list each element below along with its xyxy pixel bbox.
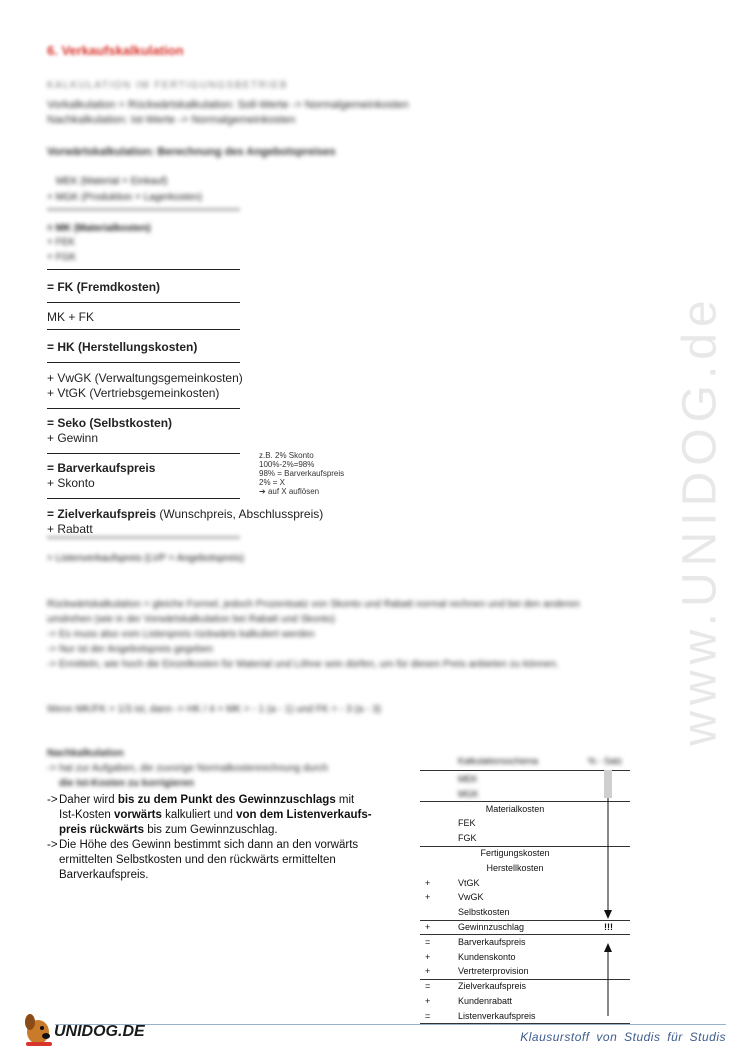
calc-mgk: + MGK (Produktion + Lagerkosten) — [47, 192, 203, 203]
rule — [47, 453, 240, 454]
row-sign: + — [425, 966, 431, 977]
list-item: -> Die Höhe des Gewinn bestimmt sich dann an den vorwärts ermittelten Selbstkosten und den rückwärts ermittelten Barverkaufspreis. — [47, 839, 359, 881]
zielverkaufspreis-note: (Wunschpreis, Abschlusspreis) — [156, 507, 324, 521]
calc-vtgk: + VtGK (Vertriebsgemeinkosten) — [47, 386, 220, 400]
skonto-note — [259, 451, 344, 496]
calc-listenverkaufspreis: = Listenverkaufspreis (LVP = Angebotspreis) — [47, 553, 244, 564]
calc-mk-fk: MK + FK — [47, 310, 95, 324]
calc-hk: = HK (Herstellungskosten) — [47, 340, 198, 354]
watermark — [660, 294, 740, 746]
nachkalkulation-line: Nachkalkulation: Ist-Werte -> Normalgemeinkosten — [47, 114, 296, 126]
nachkalk-line: die Ist-Kosten zu korrigieren — [59, 778, 195, 789]
page-title: 6. Verkaufskalkulation — [47, 43, 184, 58]
note-line: 2% = X — [259, 478, 286, 487]
calc-gewinn: + Gewinn — [47, 431, 99, 445]
nachkalk-list — [47, 793, 392, 883]
note-line: z.B. 2% Skonto — [259, 451, 314, 460]
row-label: VwGK — [458, 892, 484, 903]
calc-fgk: + FGK — [47, 252, 77, 263]
row-label: Materialkosten — [485, 803, 545, 814]
calc-mk: = MK (Materialkosten) — [47, 223, 151, 234]
calc-barverkaufspreis: = Barverkaufspreis — [47, 461, 156, 475]
calc-fk: = FK (Fremdkosten) — [47, 280, 161, 294]
row-label: Barverkaufspreis — [458, 936, 526, 947]
table-header: Kalkulationsschema % - Satz — [458, 756, 623, 766]
dog-icon — [22, 1010, 56, 1048]
rule — [47, 362, 240, 363]
row-label: FGK — [458, 833, 477, 844]
note-line: 98% = Barverkaufspreis — [259, 469, 345, 478]
calc-zielverkaufspreis — [47, 507, 323, 522]
row-label: FEK — [458, 818, 476, 829]
row-label: MGK — [458, 788, 479, 799]
row-label: Zielverkaufspreis — [458, 981, 527, 992]
calc-seko: = Seko (Selbstkosten) — [47, 416, 173, 430]
row-label: Listenverkaufspreis — [458, 1010, 536, 1021]
rule — [47, 408, 240, 409]
row-sign: = — [425, 936, 431, 947]
row-label: Vertreterprovision — [458, 966, 529, 977]
rueckwaerts-line: -> Es muss also vom Listenpreis rückwärts kalkuliert werden — [47, 629, 315, 640]
vorwaerts-heading: Vorwärtskalkulation: Berechnung des Angebotspreises — [47, 146, 336, 158]
row-sign: + — [425, 892, 431, 903]
calc-mek: MEK (Material + Einkauf) — [56, 176, 168, 187]
rueckwaerts-line: -> Ermitteln, wie hoch die Einzelkosten für Material und Löhne sein dürfen, um für diesen Preis anbieten zu können. — [47, 659, 559, 670]
note-line-arrow: ➔ auf X auflösen — [259, 487, 320, 496]
rueckwaerts-line: -> Nur ist der Angebotspreis gegeben — [47, 644, 213, 655]
row-sign: = — [425, 1010, 431, 1021]
rule — [47, 537, 240, 538]
rule — [47, 302, 240, 303]
row-label: Herstellkosten — [486, 862, 544, 873]
nachkalk-heading: Nachkalkulation — [47, 748, 124, 759]
calc-vwgk: + VwGK (Verwaltungsgemeinkosten) — [47, 371, 243, 385]
watermark-text: www.UNIDOG.de — [673, 294, 727, 746]
rueckwaerts-line: Rückwärtskalkulation = gleiche Formel, jedoch Prozentsatz von Skonto und Rabatt normal rechnen und bei den anderen — [47, 599, 580, 610]
rule — [47, 209, 240, 210]
rule — [47, 269, 240, 270]
footer-divider — [55, 1024, 726, 1025]
section-subtitle: KALKULATION IM FERTIGUNGSBETRIEB — [47, 80, 288, 91]
arrow-text: -> — [47, 839, 58, 851]
row-label: MEK — [458, 774, 478, 784]
row-label: Kundenskonto — [458, 951, 516, 962]
vorkalkulation-line: Vorkalkulation = Rückwärtskalkulation: Soll-Werte -> Normalgemeinkosten — [47, 99, 409, 111]
row-label: Selbstkosten — [458, 907, 510, 918]
calc-fek: + FEK — [47, 237, 76, 248]
rueckwaerts-formula: Wenn MK/FK = 1/3 ist, dann -> HK / 4 = MK = - 1 (a - 1) und FK = - 3 (a - 3) — [47, 704, 382, 715]
calc-rabatt: + Rabatt — [47, 522, 93, 533]
row-label: VtGK — [458, 877, 480, 888]
row-label: Gewinnzuschlag — [458, 922, 525, 932]
arrow-right-icon: ➔ — [259, 487, 268, 496]
footer-tagline: Klausurstoff von Studis für Studis — [520, 1030, 726, 1044]
note-line: 100%-2%=98% — [259, 460, 315, 469]
unidog-logo — [22, 1010, 152, 1050]
rule — [47, 498, 240, 499]
row-sign: + — [425, 877, 431, 888]
emphasis-mark: !!! — [604, 922, 613, 932]
nachkalk-line: -> hat zur Aufgaben, die zuvorige Normalkostenrechnung durch — [47, 763, 329, 774]
zielverkaufspreis-label: = Zielverkaufspreis — [47, 507, 157, 521]
row-label: Fertigungskosten — [480, 848, 550, 858]
logo-text: UNIDOG.DE — [54, 1023, 145, 1040]
list-item: -> Daher wird bis zu dem Punkt des Gewinnzuschlags mit Ist-Kosten vorwärts kalkuliert und von dem Listenverkaufs- preis rückwärts bis zum Gewinnzuschlag. — [47, 794, 372, 836]
row-sign: + — [425, 922, 431, 932]
calc-skonto: + Skonto — [47, 476, 95, 490]
row-label: Kundenrabatt — [458, 996, 513, 1006]
arrow-text: -> — [47, 794, 58, 806]
row-sign: + — [425, 996, 431, 1006]
flow-arrows — [420, 754, 630, 1029]
row-sign: + — [425, 951, 431, 962]
rule — [47, 329, 240, 330]
row-sign: = — [425, 981, 431, 992]
rueckwaerts-line: umdrehen (wie in der Vorwärtskalkulation bei Rabatt und Skonto) — [47, 614, 335, 625]
